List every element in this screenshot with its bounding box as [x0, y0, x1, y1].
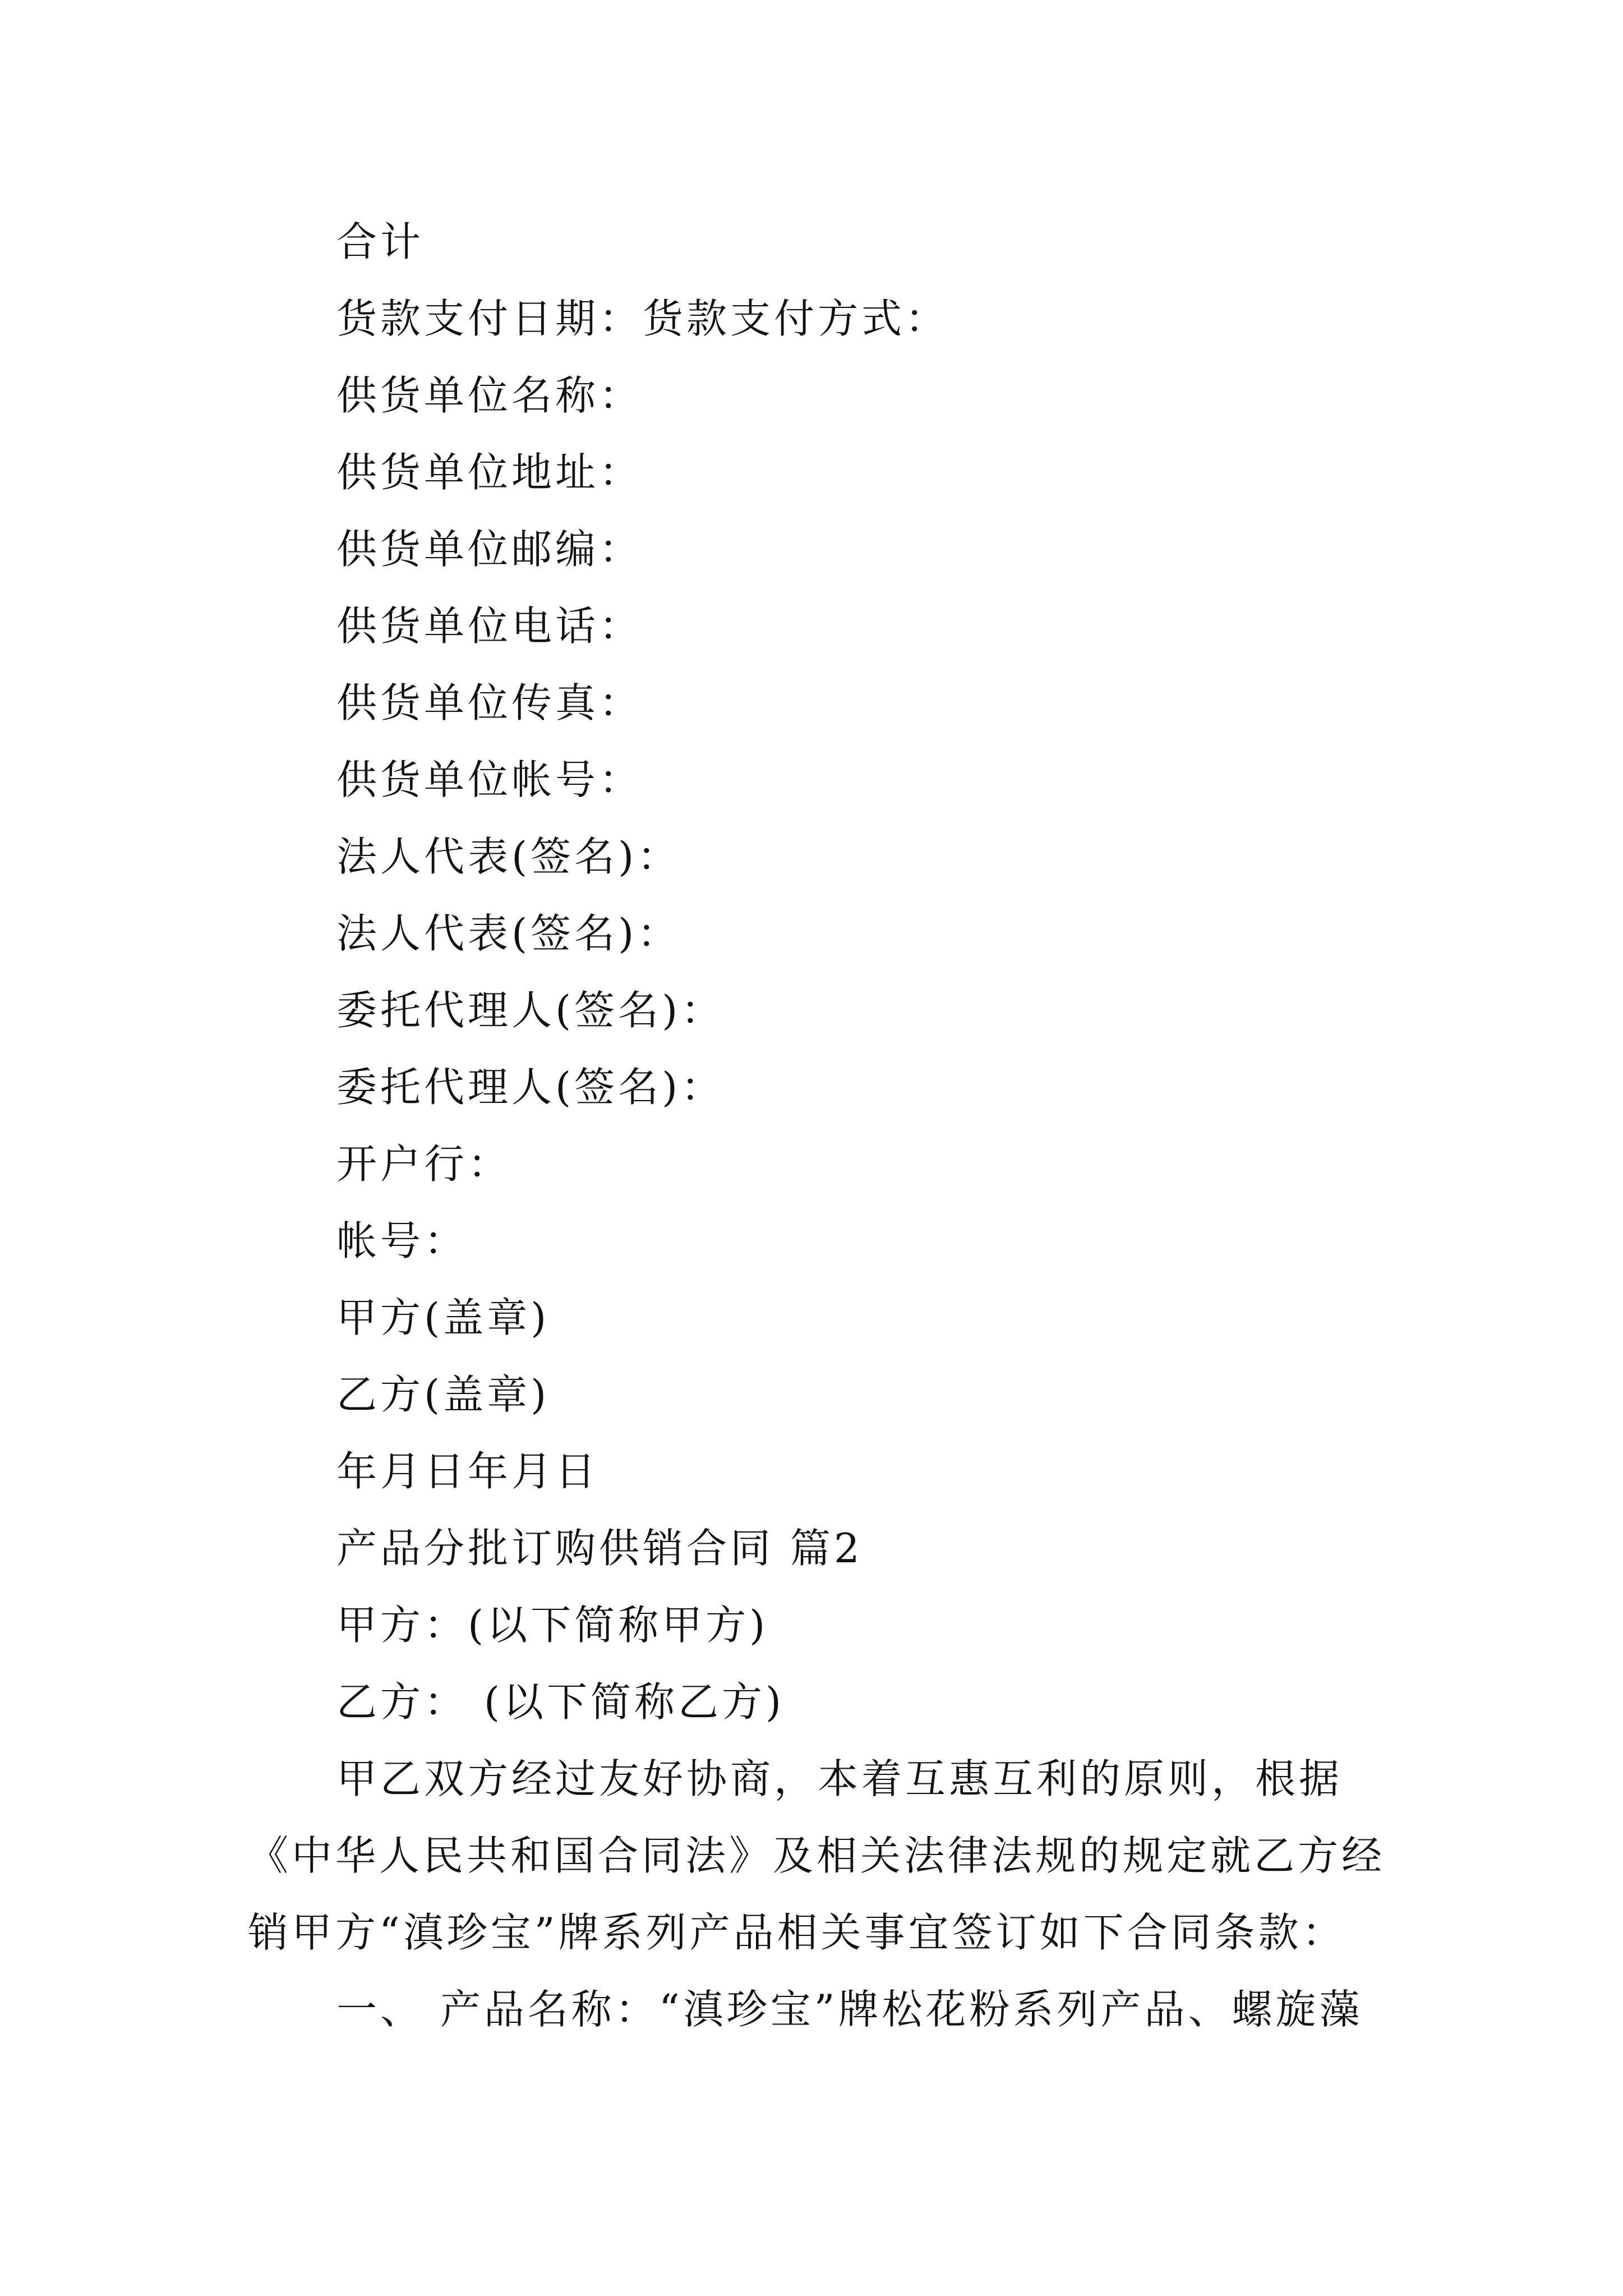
paragraph-line: 《中华人民共和国合同法》及相关法律法规的规定就乙方经	[248, 1832, 1386, 1879]
text-line: 供货单位传真：	[336, 679, 643, 726]
text-line: 供货单位邮编：	[336, 526, 643, 573]
text-line: 开户行：	[336, 1140, 512, 1188]
text-line: 供货单位帐号：	[336, 756, 643, 803]
text-line: 合计	[336, 218, 425, 265]
section-heading: 产品分批订购供销合同 篇2	[336, 1525, 863, 1572]
text-line: 乙方： (以下简称乙方)	[336, 1678, 785, 1726]
text-line: 供货单位电话：	[336, 602, 643, 650]
text-line: 供货单位地址：	[336, 449, 643, 496]
text-line: 货款支付日期：货款支付方式：	[336, 295, 949, 342]
paragraph-line: 甲乙双方经过友好协商，本着互惠互利的原则，根据	[336, 1755, 1343, 1802]
text-line: 供货单位名称：	[336, 372, 643, 419]
text-line: 帐号：	[336, 1217, 468, 1264]
paragraph-line: 销甲方“滇珍宝”牌系列产品相关事宜签订如下合同条款：	[248, 1909, 1346, 1956]
text-line: 法人代表(签名)：	[336, 910, 681, 957]
text-line: 委托代理人(签名)：	[336, 1064, 725, 1111]
text-line: 甲方(盖章)	[336, 1294, 550, 1341]
text-line: 甲方：(以下简称甲方)	[336, 1602, 769, 1649]
text-line: 法人代表(签名)：	[336, 833, 681, 880]
text-line: 乙方(盖章)	[336, 1371, 550, 1418]
item-line: 一、 产品名称：“滇珍宝”牌松花粉系列产品、螺旋藻	[336, 1986, 1363, 2033]
text-line: 年月日年月日	[336, 1448, 600, 1495]
text-line: 委托代理人(签名)：	[336, 987, 725, 1034]
